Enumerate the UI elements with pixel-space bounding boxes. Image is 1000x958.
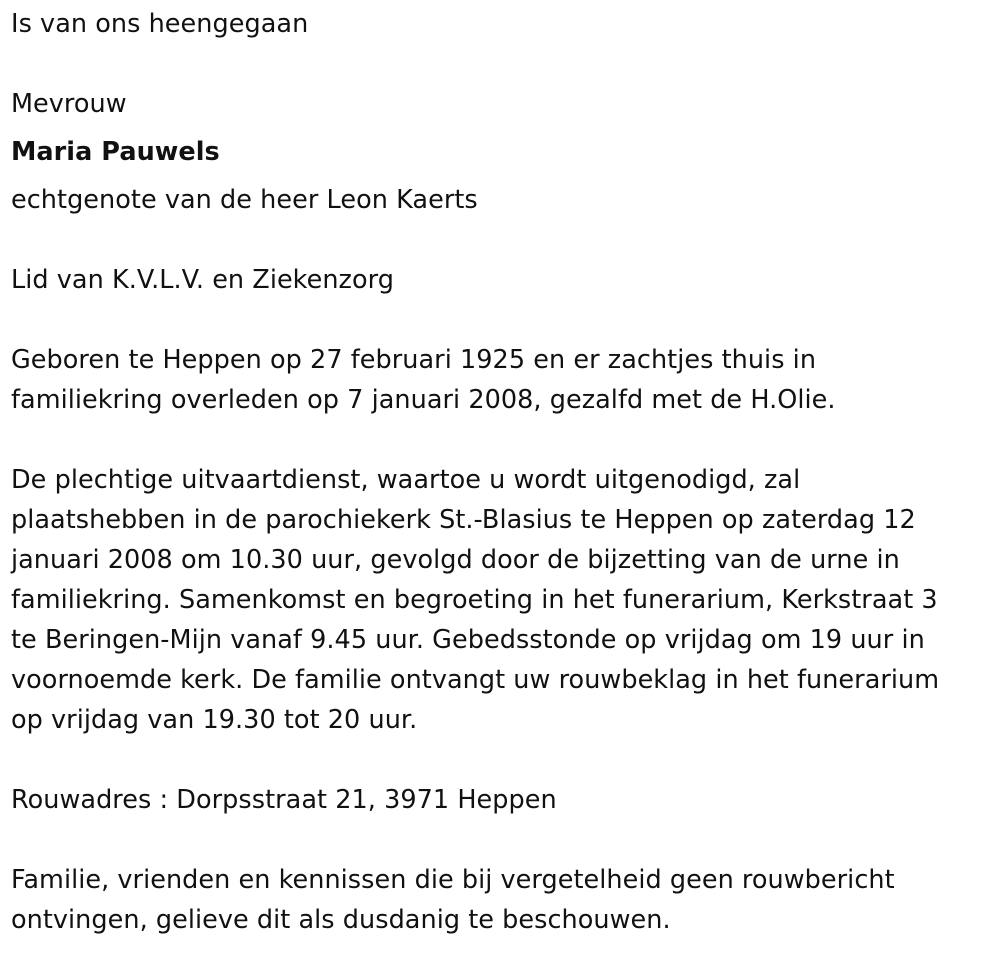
death-announcement bbox=[11, 4, 991, 940]
paragraph-line: Familie, vrienden en kennissen die bij vergetelheid geen rouwbericht bbox=[11, 865, 895, 895]
paragraph-line: De plechtige uitvaartdienst, waartoe u wordt uitgenodigd, zal bbox=[11, 465, 801, 495]
salutation: Mevrouw bbox=[11, 89, 127, 119]
intro-line: Is van ons heengegaan bbox=[11, 9, 309, 39]
closing-paragraph bbox=[11, 860, 991, 940]
spacer bbox=[11, 740, 991, 780]
spacer bbox=[11, 420, 991, 460]
deceased-name: Maria Pauwels bbox=[11, 137, 220, 167]
paragraph-line: op vrijdag van 19.30 tot 20 uur. bbox=[11, 705, 418, 735]
paragraph-line: ontvingen, gelieve dit als dusdanig te beschouwen. bbox=[11, 905, 671, 935]
mourning-address: Rouwadres : Dorpsstraat 21, 3971 Heppen bbox=[11, 785, 557, 815]
spacer bbox=[11, 220, 991, 260]
paragraph-line: familiekring overleden op 7 januari 2008, gezalfd met de H.Olie. bbox=[11, 385, 836, 415]
funeral-paragraph bbox=[11, 460, 991, 740]
birth-death-paragraph bbox=[11, 340, 991, 420]
spacer bbox=[11, 820, 991, 860]
paragraph-line: voornoemde kerk. De familie ontvangt uw rouwbeklag in het funerarium bbox=[11, 665, 940, 695]
paragraph-line: familiekring. Samenkomst en begroeting in het funerarium, Kerkstraat 3 bbox=[11, 585, 938, 615]
paragraph-line: te Beringen-Mijn vanaf 9.45 uur. Gebedsstonde op vrijdag om 19 uur in bbox=[11, 625, 925, 655]
membership-line: Lid van K.V.L.V. en Ziekenzorg bbox=[11, 265, 394, 295]
spouse-line: echtgenote van de heer Leon Kaerts bbox=[11, 185, 478, 215]
paragraph-line: plaatshebben in de parochiekerk St.-Blasius te Heppen op zaterdag 12 bbox=[11, 505, 916, 535]
spacer bbox=[11, 124, 991, 132]
spacer bbox=[11, 44, 991, 84]
paragraph-line: januari 2008 om 10.30 uur, gevolgd door de bijzetting van de urne in bbox=[11, 545, 900, 575]
spacer bbox=[11, 172, 991, 180]
spacer bbox=[11, 300, 991, 340]
paragraph-line: Geboren te Heppen op 27 februari 1925 en er zachtjes thuis in bbox=[11, 345, 817, 375]
